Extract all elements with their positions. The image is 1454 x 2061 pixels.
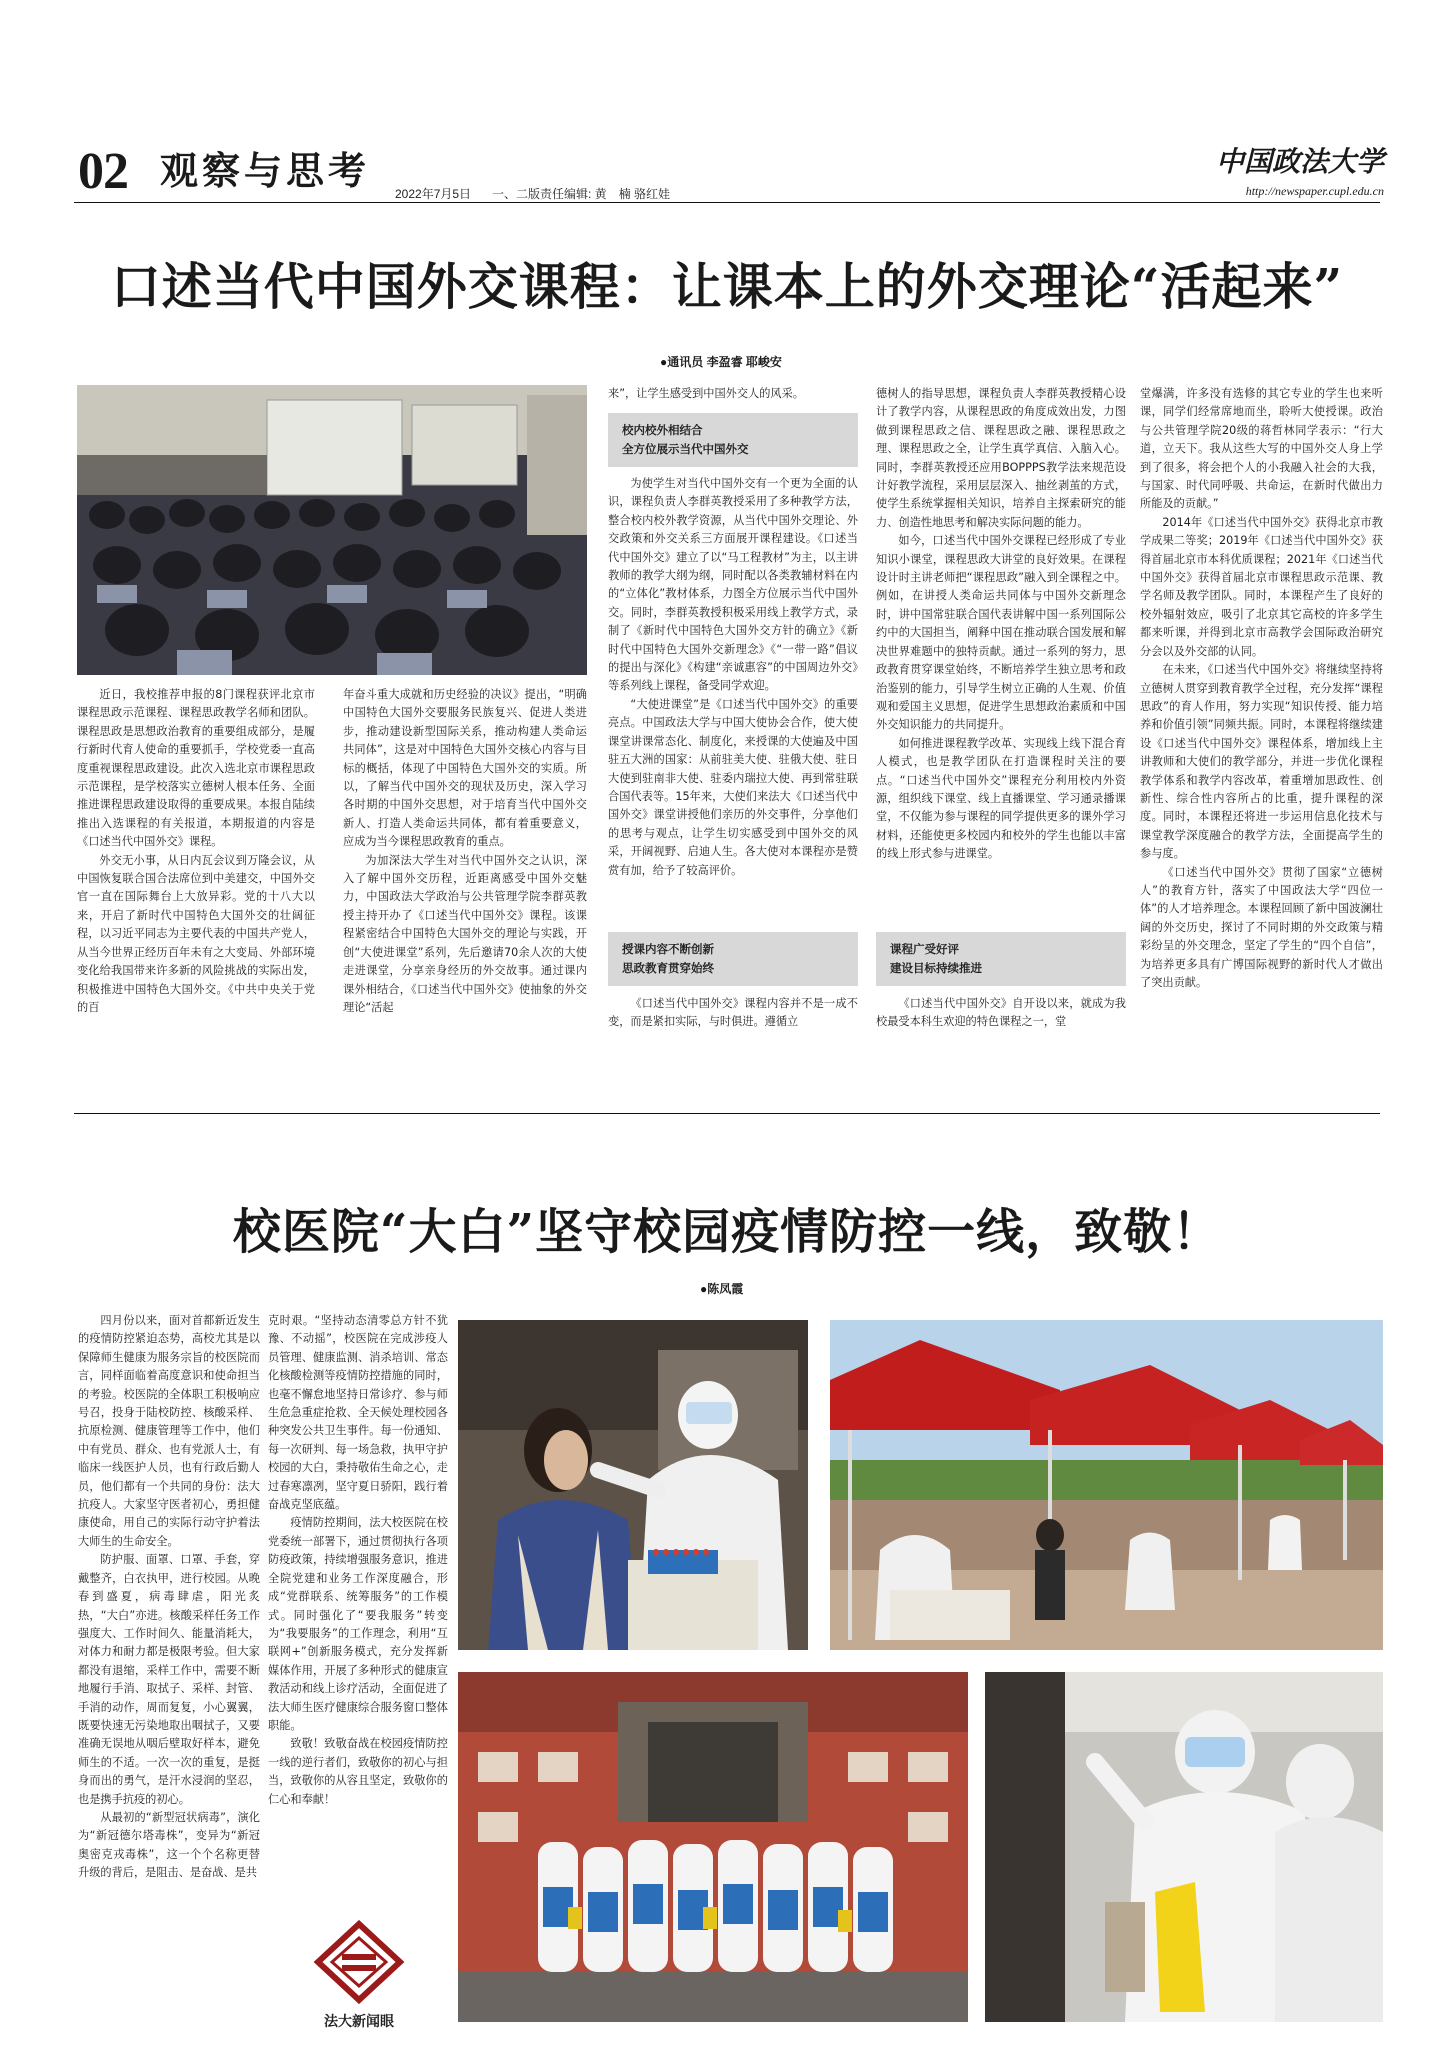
article1-paragraph: 外交无小事，从日内瓦会议到万隆会议，从中国恢复联合国合法席位到中美建交，中国外交官一直在国际舞台上大放异彩。党的十八大以来，开启了新时代中国特色大国外交的壮阔征程，以习近平同志为主要代表的中国共产党人，从当今世界正经历百年未有之大变局、外部环境变化给我国带来许多新的风险挑战的实际出发，积极推进中国特色大国外交。《中共中央关于党的百 [77, 853, 315, 1014]
article1-column-3 [608, 475, 858, 915]
article1-column-2 [343, 686, 587, 1096]
article2-paragraph: 从最初的“新型冠状病毒”，演化为“新冠德尔塔毒株”，变异为“新冠奥密克戎毒株”，这一个个名称更替升级的背后，是阻击、是奋战、是共 [78, 1810, 260, 1880]
article1-column-3-bottom: 《口述当代中国外交》课程内容并不是一成不变，而是紧扣实际，与时俱进。遵循立 [608, 997, 858, 1029]
article1-paragraph: 在未来，《口述当代中国外交》将继续坚持将立德树人贯穿到教育教学全过程，充分发挥“课程思政”的育人作用，努力实现“知识传授、能力培养和价值引领”同频共振。同时，本课程将继续建设《口述当代中国外交》课程体系，增加线上主讲教师和大使们的教学部分，并进一步优化课程教学体系和教学内容改革，着重增加思政性、创新性、综合性内容所占的比重，提升课程的深度。同时，本课程还将进一步运用信息化技术与课堂教学深度融合的教学方法，全面提高学生的参与度。 [1140, 663, 1383, 861]
article1-subhead-2: 授课内容不断创新 思政教育贯穿始终 [608, 932, 858, 986]
article1-paragraph: 为使学生对当代中国外交有一个更为全面的认识，课程负责人李群英教授采用了多种教学方法，整合校内校外教学资源，从当代中国外交理论、外交政策和外交关系三方面展开课程建设。《口述当代中国外交》建立了以“马工程教材”为主，以主讲教师的教学大纲为纲，同时配以各类教辅材料在内的“立体化”教材体系，力图全方位展示当代中国外交。同时，李群英教授积极采用线上教学方式，录制了《新时代中国特色大国外交方针的确立》《新时代中国特色大国外交新理念》《“一带一路”倡议的提出与深化》《构建“亲诚惠容”的中国周边外交》等系列线上课程，备受同学欢迎。 [608, 477, 858, 693]
article2-column-1 [78, 1312, 260, 2027]
staff-group-illustration [458, 1672, 968, 2022]
news-logo-icon [304, 1920, 414, 2005]
article1-paragraph: 如何推进课程教学改革、实现线上线下混合育人模式，也是教学团队在打造课程时关注的要点。“口述当代中国外交”课程充分利用校内外资源，组织线下课堂、线上直播课堂、学习通录播课堂，不仅能为参与课程的同学提供更多的课外学习材料，还能使更多校园内和校外的学生也能以丰富的线上形式参与进课堂。 [876, 736, 1126, 861]
article1-column-1 [77, 686, 315, 1096]
classroom-illustration [77, 385, 587, 675]
article1-byline: ●通讯员 李盈睿 耶峻安 [660, 355, 782, 369]
red-tents-photo [830, 1320, 1383, 1650]
article1-paragraph: 近日，我校推荐申报的8门课程获评北京市课程思政示范课程、课程思政教学名师和团队。课程思政是思想政治教育的重要组成部分，是履行新时代育人使命的重要抓手，学校党委一直高度重视课程思政建设。此次入选北京市课程思政示范课程，是学校落实立德树人根本任务、全面推进课程思政建设取得的重要成果。本报自陆续推出入选课程的有关报道，本期报道的内容是《口述当代中国外交》课程。 [77, 688, 315, 849]
article2-paragraph: 疫情防控期间，法大校医院在校党委统一部署下，通过贯彻执行各项防疫政策，持续增强服务意识，推进全院党建和业务工作深度融合，形成“党群联系、统筹服务”的工作模式。同时强化了“要我服务”转变为“我要服务”的工作理念，利用“互联网+”创新服务模式，充分发挥新媒体作用，开展了多种形式的健康宣教活动和线上诊疗活动，全面促进了法大师生医疗健康综合服务窗口整体职能。 [268, 1516, 448, 1732]
news-logo [304, 1920, 414, 2030]
article1-column-4 [876, 385, 1126, 910]
article-divider [74, 1113, 1380, 1114]
newspaper-brand: 中国政法大学 [1215, 145, 1384, 178]
article2-headline: 校医院“大白”坚守校园疫情防控一线，致敬！ [232, 1204, 1222, 1260]
swab-sampling-photo [458, 1320, 808, 1650]
news-logo-text: 法大新闻眼 [324, 2014, 394, 2030]
article1-column-3-top: 来”，让学生感受到中国外交人的风采。 [608, 387, 804, 400]
article2-paragraph: 防护服、面罩、口罩、手套，穿戴整齐，白衣执甲，进行校园。从晚春到盛夏，病毒肆虐，阳光炙热，“大白”亦进。核酸采样任务工作强度大、工作时间久、能量消耗大，对体力和耐力都是极限考验。但大家都没有退缩，采样工作中，需要不断地履行手消、取拭子、采样、封管、手消的动作，周而复复，小心翼翼，既要快速无污染地取出咽拭子，又要准确无误地从咽后壁取好样本，避免师生的不适。一次一次的重复，是挺身而出的勇气，是汗水浸润的坚忍，也是携手抗疫的初心。 [78, 1553, 260, 1806]
section-title: 观察与思考 [160, 148, 371, 193]
article1-paragraph: 为加深法大学生对当代中国外交之认识，深入了解中国外交历程，近距离感受中国外交魅力，中国政法大学政治与公共管理学院李群英教授主持开办了《口述当代中国外交》课程。该课程紧密结合中国特色大国外交的理论与实践，开创“大使进课堂”系列，先后邀请70余人次的大使走进课堂，分享亲身经历的外交故事。通过课内课外相结合，《口述当代中国外交》使抽象的外交理论“活起 [343, 853, 587, 1014]
page-number: 02 [78, 143, 128, 200]
article1-column-4-bottom: 《口述当代中国外交》自开设以来，就成为我校最受本科生欢迎的特色课程之一，堂 [876, 997, 1126, 1029]
newspaper-url: http://newspaper.cupl.edu.cn [1245, 184, 1384, 198]
article2-paragraph: 克时艰。“坚持动态清零总方针不犹豫、不动摇”，校医院在完成涉疫人员管理、健康监测、消杀培训、常态化核酸检测等疫情防控措施的同时，也毫不懈怠地坚持日常诊疗、参与师生危急重症抢救、全天候处理校园各种突发公共卫生事件。每一份通知、每一次研判、每一场急救，执甲守护校园的大白，秉持敬佑生命之心，走过春寒凛冽，坚守夏日骄阳，践行着奋战克坚底蕴。 [268, 1314, 448, 1512]
article1-paragraph: 德树人的指导思想，课程负责人李群英教授精心设计了教学内容，从课程思政的角度成效出发，力图做到课程思政之信、课程思政之融、课程思政之理、课程思政之全，让学生真学真信、入脑入心。同时，李群英教授还应用BOPPPS教学法来规范设计好教学流程，采用层层深入、抽丝剥茧的方式，使学生系统掌握相关知识，培养自主探索研究的能力、创造性地思考和解决实际问题的能力。 [876, 387, 1126, 529]
article1-subhead-3: 课程广受好评 建设目标持续推进 [876, 932, 1126, 986]
masthead-rule [74, 202, 1380, 203]
article2-paragraph: 四月份以来，面对首都新近发生的疫情防控紧迫态势，高校尤其是以保障师生健康为服务宗旨的校医院而言，同样面临着高度意识和使命担当的考验。校医院的全体职工积极响应号召，投身于陆校防控、核酸采样、抗原检测、健康管理等工作中，他们中有党员、群众、也有党派人士，有临床一线医护人员，也有行政后勤人员，他们都有一个共同的身份：法大抗疫人。大家坚守医者初心，勇担健康使命，用自己的实际行动守护着法大师生的生命安全。 [78, 1314, 260, 1548]
article1-paragraph: 《口述当代中国外交》贯彻了国家“立德树人”的教育方针，落实了中国政法大学“四位一体”的人才培养理念。本课程回顾了新中国波澜壮阔的外交历史，探讨了不同时期的外交政策与精彩纷呈的外交理念，坚定了学生的“四个自信”，为培养更多具有广博国际视野的新时代人才做出了突出贡献。 [1140, 865, 1383, 989]
article1-column-5 [1140, 385, 1383, 1035]
article2-column-2 [268, 1312, 448, 1952]
article1-paragraph: 如今，口述当代中国外交课程已经形成了专业知识小课堂，课程思政大讲堂的良好效果。在课程设计时主讲老师把“课程思政”融入到全课程之中。例如，在讲授人类命运共同体与中国外交新理念时，讲中国常驻联合国代表讲解中国一系列国际公约中的大国担当，阐释中国在推动联合国发展和解决世界难题中的独特贡献。通过一系列的努力，思政教育贯穿课堂始终，不断培养学生独立思考和政治鉴别的能力，引导学生树立正确的人生观、价值观和爱国主义思想，促进学生思想政治素质和中国外交知识能力的共同提升。 [876, 534, 1126, 732]
article1-subhead-1: 校内校外相结合 全方位展示当代中国外交 [608, 413, 858, 467]
article1-headline: 口述当代中国外交课程：让课本上的外交理论“活起来” [110, 257, 1344, 316]
issue-date: 2022年7月5日 [395, 187, 472, 201]
swab-sampling-illustration [458, 1320, 808, 1650]
article2-byline: ●陈凤霞 [700, 1282, 744, 1296]
protective-suit-illustration [985, 1672, 1383, 2022]
article1-paragraph: 堂爆满，许多没有选修的其它专业的学生也来听课，同学们经常席地而坐，聆听大使授课。政治与公共管理学院20级的蒋哲林同学表示：“行大道，立天下。我从这些大写的中国外交人身上学到了很多，将会把个人的小我融入社会的大我，与国家、时代同呼吸、共命运，在新时代做出力所能及的贡献。” [1140, 387, 1383, 511]
editors-credit: 一、二版责任编辑: 黄 楠 骆红娃 [492, 187, 671, 201]
article2-paragraph: 致敬！致敬奋战在校园疫情防控一线的逆行者们，致敬你的初心与担当，致敬你的从容且坚定，致敬你的仁心和奉献！ [268, 1737, 448, 1806]
article1-paragraph: 2014年《口述当代中国外交》获得北京市教学成果二等奖；2019年《口述当代中国外交》获得首届北京市本科优质课程；2021年《口述当代中国外交》获得首届北京市课程思政示范课、教学名师及教学团队。同时，本课程产生了良好的校外辐射效应，吸引了北京其它高校的许多学生都来听课，并得到北京市高教学会国际政治研究分会以及外交部的认同。 [1140, 515, 1383, 658]
red-tents-illustration [830, 1320, 1383, 1650]
article1-paragraph: 年奋斗重大成就和历史经验的决议》提出，“明确中国特色大国外交要服务民族复兴、促进人类进步，推动建设新型国际关系，推动构建人类命运共同体”，这是对中国特色大国外交核心内容与目标的概括，体现了中国特色大国外交的实质。所以，了解当代中国外交的现状及历史，深入学习各时期的中国外交思想，对于培育当代中国外交新人、打造人类命运共同体，都有着重要意义，应成为当今课程思政教育的重点。 [343, 688, 587, 849]
protective-suit-photo [985, 1672, 1383, 2022]
classroom-photo [77, 385, 587, 675]
article1-paragraph: “大使进课堂”是《口述当代中国外交》的重要亮点。中国政法大学与中国大使协会合作，使大使课堂讲课常态化、制度化，来授课的大使遍及中国驻五大洲的国家：从前驻美大使、驻俄大使、驻日大使到驻南非大使、驻委内瑞拉大使、再到常驻联合国代表等。15年来，大使们来法大《口述当代中国外交》课堂讲授他们亲历的外交事件，分享他们的思考与观点，让学生切实感受到中国外交的风采，开阔视野、启迪人生。各大使对本课程亦是赞赏有加，给予了较高评价。 [608, 697, 858, 877]
staff-group-photo [458, 1672, 968, 2022]
